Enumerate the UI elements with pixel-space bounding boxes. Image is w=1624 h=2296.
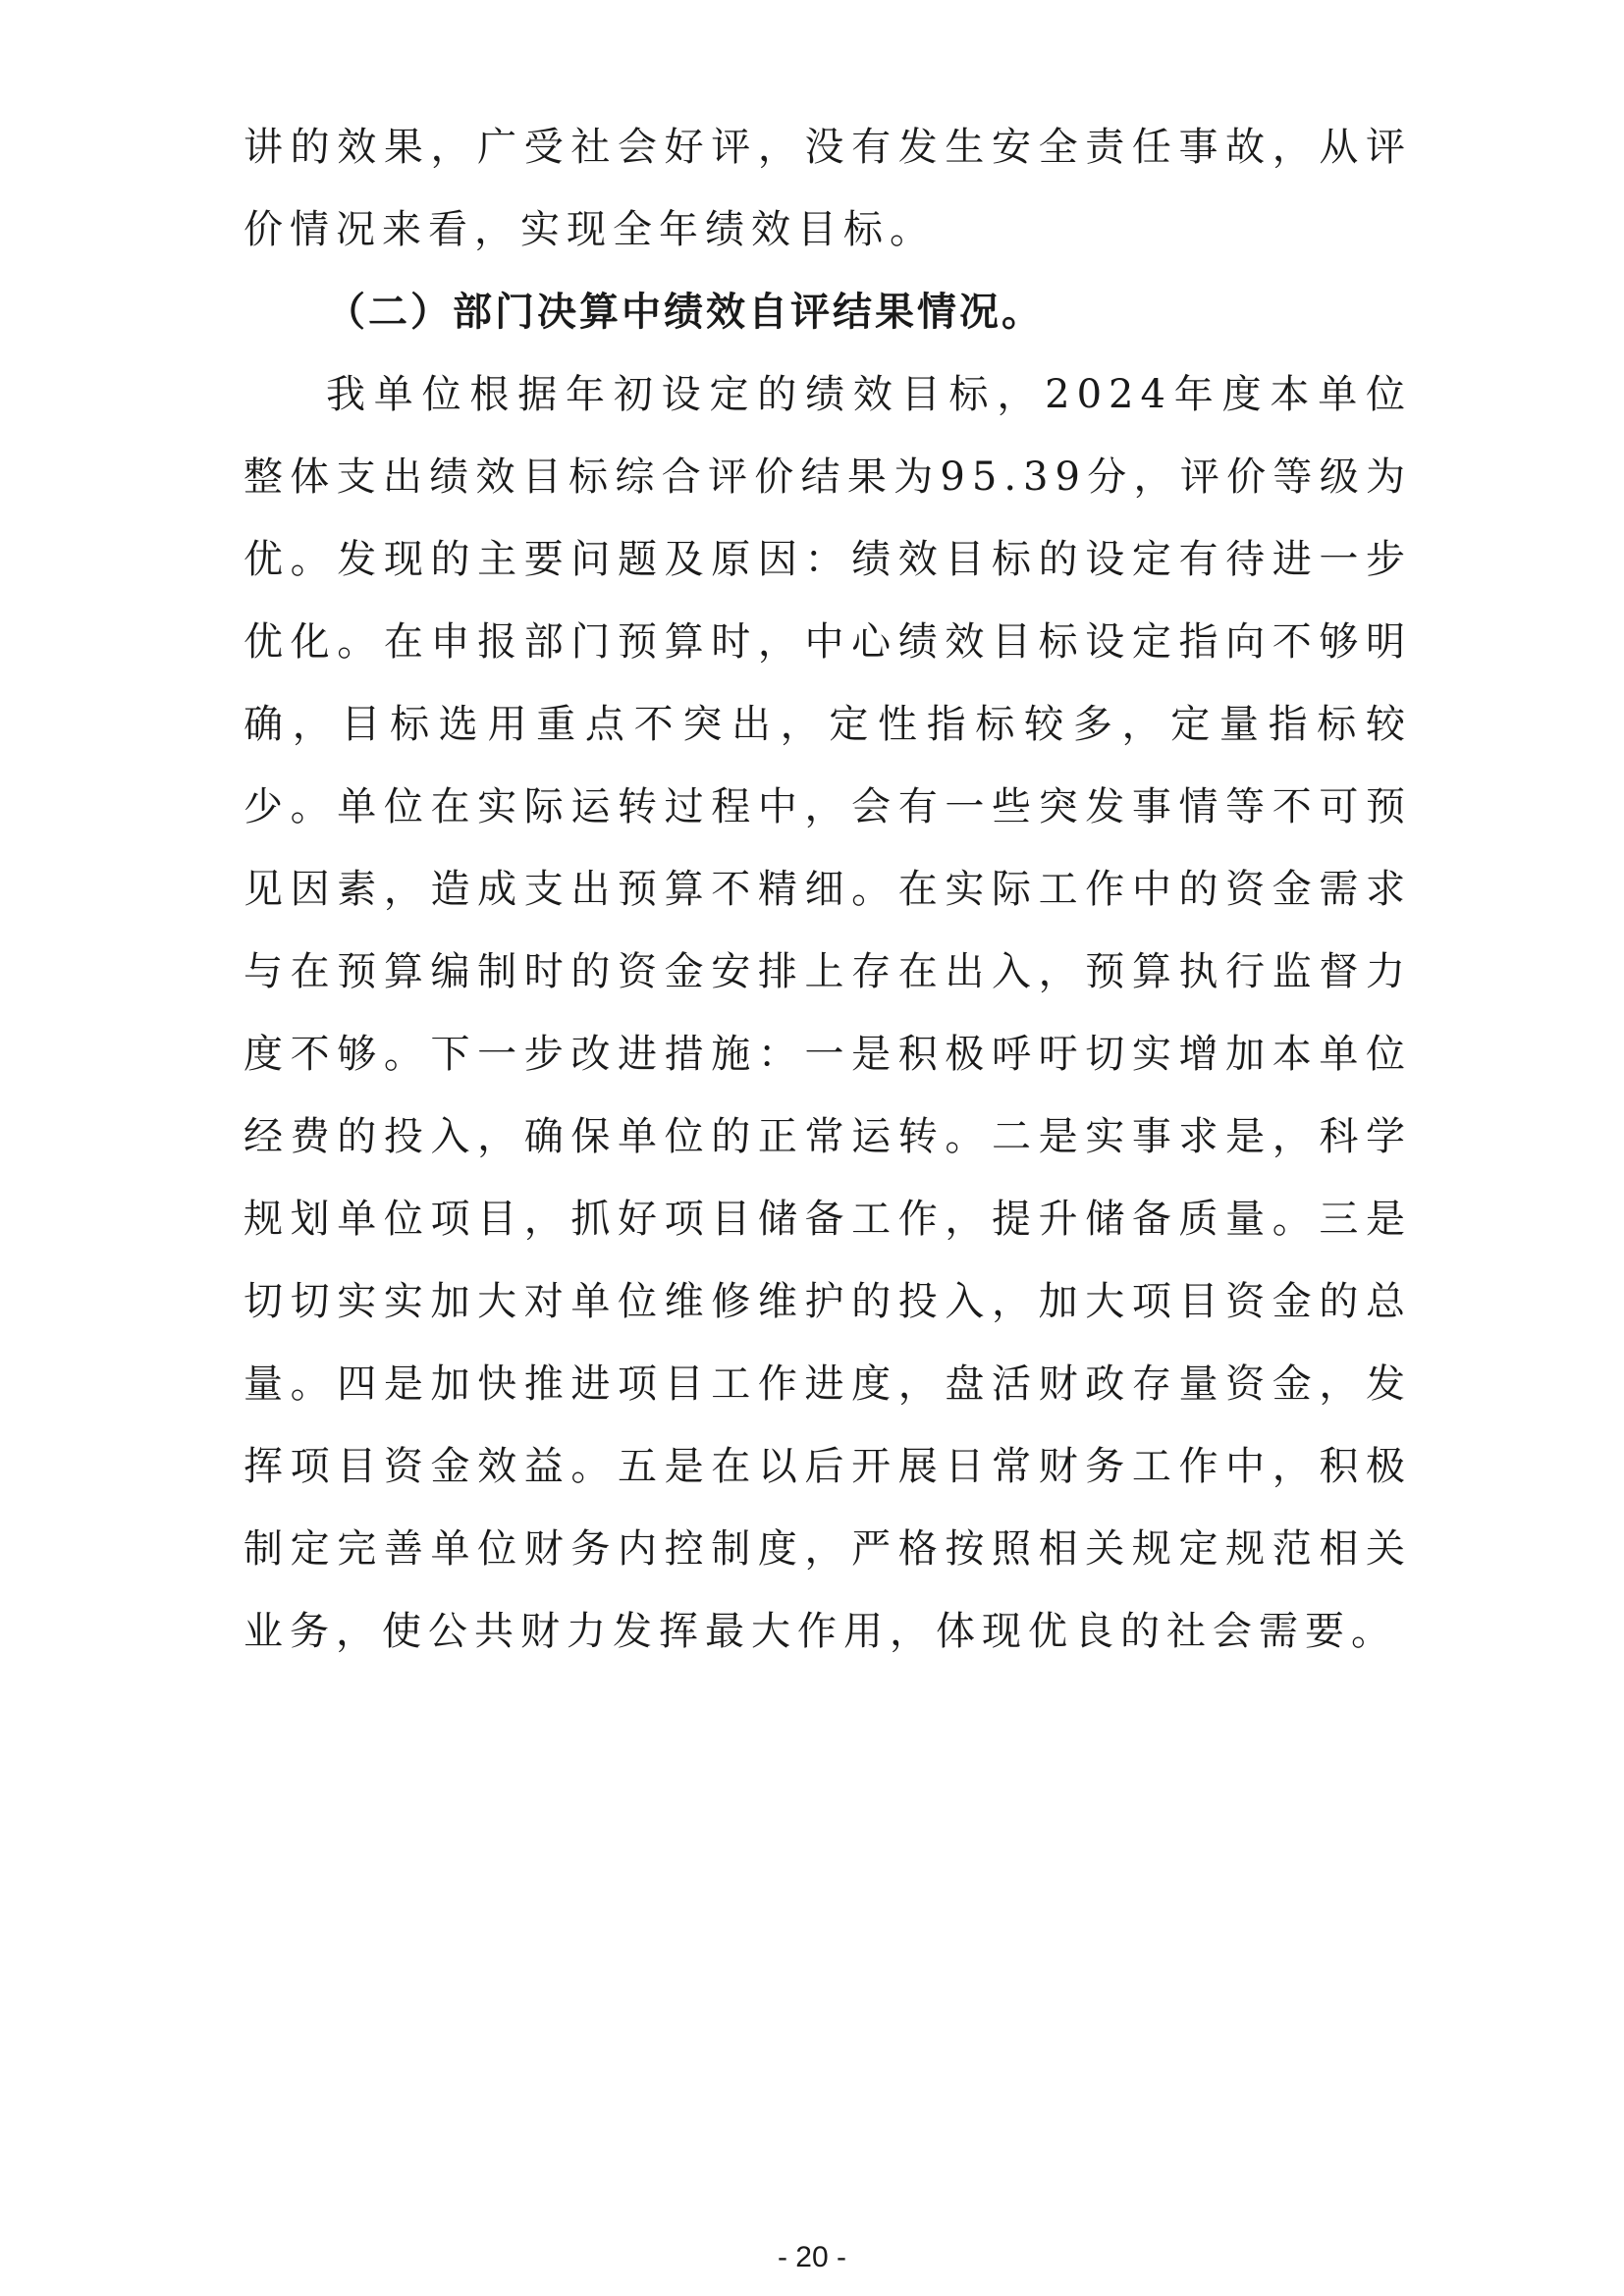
section-body-paragraph: 我单位根据年初设定的绩效目标，2024年度本单位整体支出绩效目标综合评价结果为95.39分，评价等级为优。发现的主要问题及原因：绩效目标的设定有待进一步优化。在申报部门预算时，中心绩效目标设定指向不够明确，目标选用重点不突出，定性指标较多，定量指标较少。单位在实际运转过程中，会有一些突发事情等不可预见因素，造成支出预算不精细。在实际工作中的资金需求与在预算编制时的资金安排上存在出入，预算执行监督力度不够。下一步改进措施：一是积极呼吁切实增加本单位经费的投入，确保单位的正常运转。二是实事求是，科学规划单位项目，抓好项目储备工作，提升储备质量。三是切切实实加大对单位维修维护的投入，加大项目资金的总量。四是加快推进项目工作进度，盘活财政存量资金，发挥项目资金效益。五是在以后开展日常财务工作中，积极制定完善单位财务内控制度，严格按照相关规定规范相关业务，使公共财力发挥最大作用，体现优良的社会需要。 (244, 372, 1412, 1654)
page-number: - 20 - (777, 2241, 847, 2273)
section-heading: （二）部门决算中绩效自评结果情况。 (326, 290, 1044, 335)
page-content (244, 106, 1412, 1673)
continued-paragraph: 讲的效果，广受社会好评，没有发生安全责任事故，从评价情况来看，实现全年绩效目标。 (244, 125, 1412, 252)
